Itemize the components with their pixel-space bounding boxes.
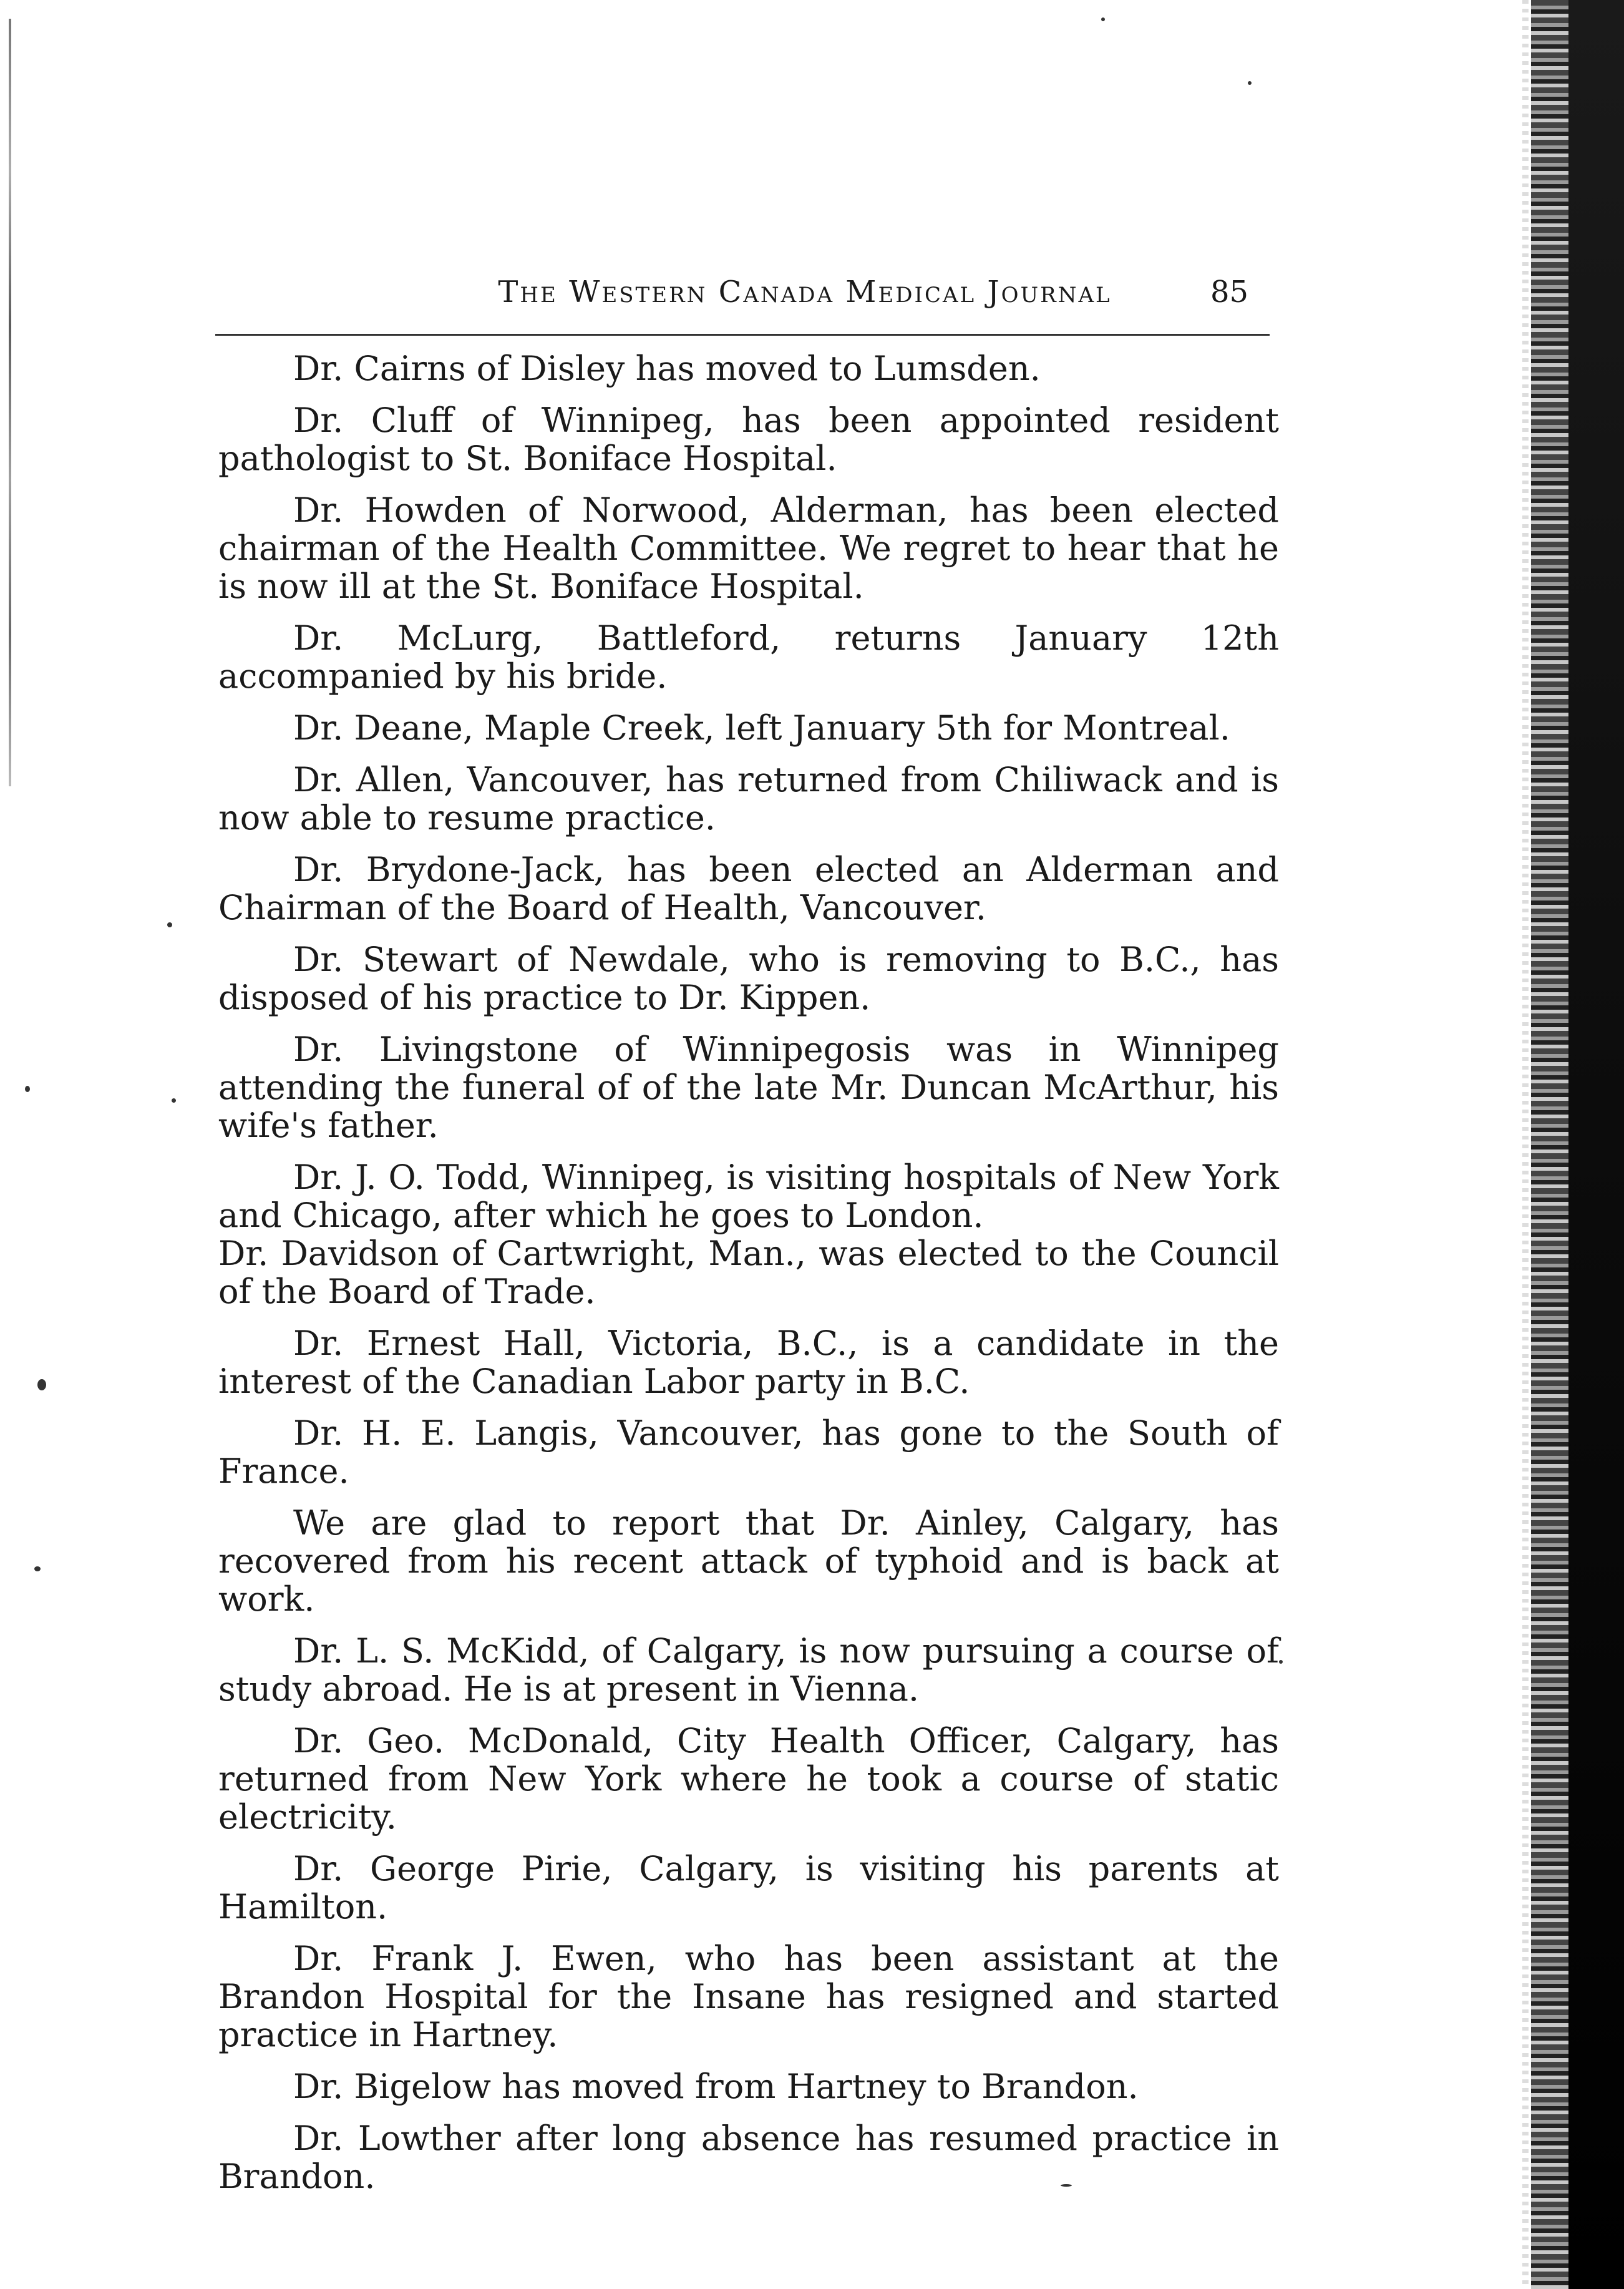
- news-paragraph: Dr. J. O. Todd, Winnipeg, is visiting hospitals of New York and Chicago, after which he goes to London.: [218, 1158, 1279, 1235]
- scan-speck: [1248, 81, 1252, 85]
- scan-speck: [1279, 1660, 1283, 1664]
- news-paragraph: Dr. Frank J. Ewen, who has been assistant at the Brandon Hospital for the Insane has resigned and started practice in Hartney.: [218, 1939, 1279, 2054]
- scan-speck: [1101, 17, 1105, 21]
- news-paragraph: Dr. McLurg, Battleford, returns January 12th accompanied by his bride.: [218, 618, 1279, 696]
- binding-strip-dark: [1568, 0, 1624, 2289]
- news-column: [218, 349, 1279, 2209]
- news-paragraph: Dr. Deane, Maple Creek, left January 5th for Montreal.: [293, 708, 1230, 748]
- news-paragraph: Dr. George Pirie, Calgary, is visiting his parents at Hamilton.: [218, 1849, 1279, 1926]
- page-number: 85: [1210, 275, 1249, 310]
- news-paragraph: Dr. Cairns of Disley has moved to Lumsden.: [293, 349, 1041, 388]
- scan-speck: [167, 922, 172, 927]
- binding-strip-texture: [1531, 0, 1568, 2289]
- news-paragraph: Dr. Lowther after long absence has resumed practice in Brandon.: [218, 2119, 1279, 2196]
- running-header: The Western Canada Medical Journal: [498, 275, 1112, 310]
- news-paragraph: Dr. L. S. McKidd, of Calgary, is now pursuing a course of study abroad. He is at present in Vienna.: [218, 1631, 1279, 1709]
- scan-speck: [1061, 2184, 1072, 2187]
- scan-speck: [172, 1098, 176, 1103]
- news-paragraph: Dr. Livingstone of Winnipegosis was in Winnipeg attending the funeral of of the late Mr. Duncan McArthur, his wife's father.: [218, 1030, 1279, 1145]
- news-paragraph: Dr. Stewart of Newdale, who is removing to B.C., has disposed of his practice to Dr. Kippen.: [218, 940, 1279, 1017]
- news-paragraph: Dr. Bigelow has moved from Hartney to Brandon.: [293, 2067, 1139, 2106]
- news-paragraph: We are glad to report that Dr. Ainley, Calgary, has recovered from his recent attack of typhoid and is back at work.: [218, 1503, 1279, 1619]
- news-paragraph: Dr. Allen, Vancouver, has returned from Chiliwack and is now able to resume practice.: [218, 760, 1279, 837]
- news-paragraph: Dr. H. E. Langis, Vancouver, has gone to the South of France.: [218, 1413, 1279, 1491]
- scan-binding-edge: [1522, 0, 1624, 2289]
- scan-speck: [25, 1086, 30, 1092]
- news-paragraph: Dr. Davidson of Cartwright, Man., was elected to the Council of the Board of Trade.: [218, 1234, 1279, 1311]
- news-paragraph: Dr. Geo. McDonald, City Health Officer, Calgary, has returned from New York where he took a course of static electricity.: [218, 1721, 1279, 1837]
- news-paragraph: Dr. Cluff of Winnipeg, has been appointed resident pathologist to St. Boniface Hospital.: [218, 401, 1279, 478]
- scan-left-edge: [9, 19, 11, 786]
- scan-speck: [37, 1379, 46, 1390]
- news-paragraph: Dr. Ernest Hall, Victoria, B.C., is a candidate in the interest of the Canadian Labor party in B.C.: [218, 1324, 1279, 1401]
- binding-strip-light: [1522, 0, 1529, 2289]
- header-rule: [215, 334, 1270, 336]
- news-paragraph: Dr. Howden of Norwood, Alderman, has been elected chairman of the Health Committee. We regret to hear that he is now ill at the St. Boniface Hospital.: [218, 490, 1279, 606]
- scan-speck: [34, 1566, 41, 1571]
- news-paragraph: Dr. Brydone-Jack, has been elected an Alderman and Chairman of the Board of Health, Vancouver.: [218, 850, 1279, 927]
